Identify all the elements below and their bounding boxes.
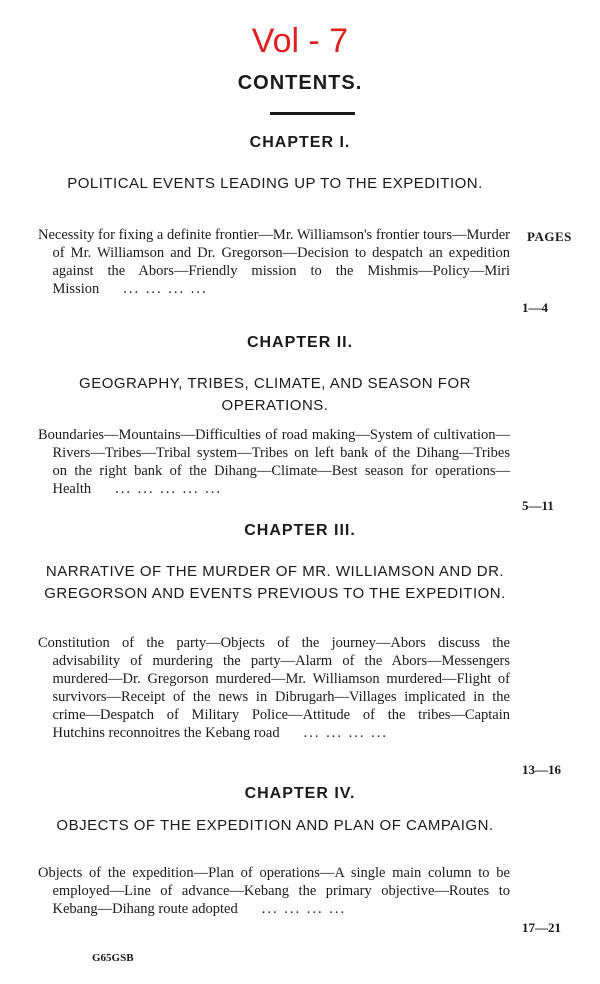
chapter-2-summary xyxy=(38,426,510,498)
leader-dots: ... ... ... ... xyxy=(303,725,388,741)
chapter-4-summary xyxy=(38,864,510,918)
chapter-4-summary-text: Objects of the expedition—Plan of operations—A single main column to be employed—Line of advance—Kebang the primary objective—Routes to Kebang—Dihang route adopted xyxy=(38,865,510,917)
chapter-4-title: OBJECTS OF THE EXPEDITION AND PLAN OF CAMPAIGN. xyxy=(56,817,494,834)
chapter-3-pages: 13—16 xyxy=(522,762,561,777)
chapter-1-pages: 1—4 xyxy=(522,300,548,315)
chapter-4-heading: CHAPTER IV. xyxy=(244,785,356,802)
printer-code: G65GSB xyxy=(92,952,134,964)
leader-dots: ... ... ... ... xyxy=(261,901,347,917)
chapter-1-title: POLITICAL EVENTS LEADING UP TO THE EXPEDITION. xyxy=(67,175,483,192)
chapter-2-summary-text: Boundaries—Mountains—Difficulties of road making—System of cultivation—Rivers—Tribes—Tribal system—Tribes on left bank of the Dihang—Tribes on the right bank of the Dihang—Climate—Best season for operations—Health xyxy=(38,427,510,497)
chapter-1-summary xyxy=(38,226,510,298)
chapter-1-summary-text: Necessity for fixing a definite frontier—Mr. Williamson's frontier tours—Murder of Mr. Williamson and Dr. Gregorson—Decision to despatch an expedition against the Abors—Friendly mission to the Mishmis—Policy—Miri Mission xyxy=(38,227,510,297)
pages-column-label: PAGES xyxy=(527,229,572,244)
chapter-3-summary-text: Constitution of the party—Objects of the journey—Abors discuss the advisability of murdering the party—Alarm of the Abors—Messengers murdered—Dr. Gregorson murdered—Mr. Williamson murdered—Flight of survivors—Receipt of the news in Dibrugarh—Villages implicated in the crime—Despatch of Military Police—Attitude of the tribes—Captain Hutchins reconnoitres the Kebang road xyxy=(38,635,510,741)
volume-label: Vol - 7 xyxy=(251,22,349,60)
leader-dots: ... ... ... ... xyxy=(123,281,208,297)
contents-heading: CONTENTS. xyxy=(237,72,363,94)
heading-rule xyxy=(270,112,355,115)
leader-dots: ... ... ... ... ... xyxy=(115,481,223,497)
chapter-3-title: NARRATIVE OF THE MURDER OF MR. WILLIAMSON AND DR. GREGORSON AND EVENTS PREVIOUS TO THE EXPEDITION. xyxy=(44,563,506,602)
chapter-4-pages: 17—21 xyxy=(522,920,561,935)
chapter-2-pages: 5—11 xyxy=(522,498,554,513)
chapter-3-summary xyxy=(38,634,510,742)
chapter-3-heading: CHAPTER III. xyxy=(244,522,356,539)
chapter-2-heading: CHAPTER II. xyxy=(246,334,354,351)
chapter-1-heading: CHAPTER I. xyxy=(249,134,351,151)
chapter-2-title: GEOGRAPHY, TRIBES, CLIMATE, AND SEASON FOR OPERATIONS. xyxy=(79,375,471,414)
